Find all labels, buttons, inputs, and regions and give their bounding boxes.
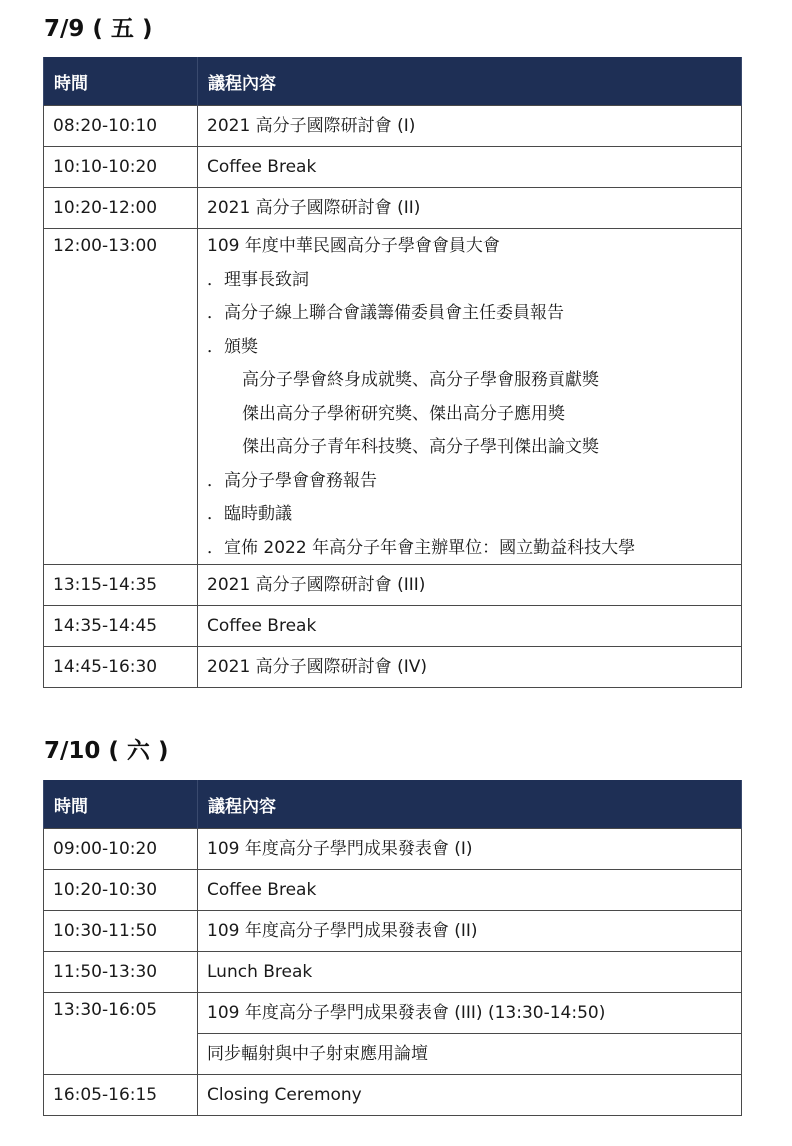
award-line: 傑出高分子青年科技獎、高分子學刊傑出論文獎 (242, 437, 599, 457)
time-column-header: 時間 (44, 57, 198, 106)
time-cell: 10:20-10:30 (44, 870, 198, 911)
time-cell: 10:30-11:50 (44, 911, 198, 952)
content-cell: 同步輻射與中子射束應用論壇 (198, 1034, 742, 1075)
content-cell: Coffee Break (198, 870, 742, 911)
content-cell: 2021 高分子國際研討會 (III) (198, 564, 742, 605)
day-title: 7/10 ( 六 ) (44, 738, 169, 764)
time-cell: 11:50-13:30 (44, 952, 198, 993)
content-cell: 2021 高分子國際研討會 (II) (198, 188, 742, 229)
table-row (44, 911, 742, 952)
table-row (44, 870, 742, 911)
time-cell: 10:10-10:20 (44, 147, 198, 188)
time-cell: 14:45-16:30 (44, 646, 198, 687)
general-assembly-title: 109 年度中華民國高分子學會會員大會 (207, 236, 500, 256)
agenda-table (43, 57, 742, 688)
time-cell: 16:05-16:15 (44, 1075, 198, 1116)
general-assembly-cell (198, 229, 742, 565)
table-row (44, 646, 742, 687)
content-column-header: 議程內容 (198, 780, 742, 829)
table-row-general-assembly (44, 229, 742, 565)
table-row (44, 829, 742, 870)
time-cell: 12:00-13:00 (44, 229, 198, 565)
time-column-header: 時間 (44, 780, 198, 829)
award-line: 傑出高分子學術研究獎、傑出高分子應用獎 (242, 403, 565, 424)
table-row (44, 147, 742, 188)
agenda-item: ．宣佈 2022 年高分子年會主辦單位：國立勤益科技大學 (207, 537, 636, 558)
time-cell: 13:15-14:35 (44, 564, 198, 605)
content-cell: Coffee Break (198, 147, 742, 188)
table-row (44, 605, 742, 646)
agenda-table (43, 780, 742, 1116)
award-line: 高分子學會終身成就獎、高分子學會服務貢獻獎 (242, 370, 599, 390)
time-cell: 14:35-14:45 (44, 605, 198, 646)
content-cell: Lunch Break (198, 952, 742, 993)
table-row (44, 952, 742, 993)
table-header-row (44, 780, 742, 829)
content-cell: 2021 高分子國際研討會 (IV) (198, 646, 742, 687)
table-header-row (44, 57, 742, 106)
time-cell: 08:20-10:10 (44, 106, 198, 147)
content-column-header: 議程內容 (198, 57, 742, 106)
content-cell: Closing Ceremony (198, 1075, 742, 1116)
content-cell: 109 年度高分子學門成果發表會 (I) (198, 829, 742, 870)
content-cell: 2021 高分子國際研討會 (I) (198, 106, 742, 147)
time-cell: 10:20-12:00 (44, 188, 198, 229)
agenda-item: ．頒獎 (207, 336, 258, 357)
content-cell: 109 年度高分子學門成果發表會 (II) (198, 911, 742, 952)
time-cell: 13:30-16:05 (44, 993, 198, 1075)
time-cell: 09:00-10:20 (44, 829, 198, 870)
table-row (44, 106, 742, 147)
table-row (44, 188, 742, 229)
agenda-item: ．臨時動議 (207, 504, 292, 524)
agenda-item: ．高分子線上聯合會議籌備委員會主任委員報告 (207, 303, 564, 323)
table-row (44, 993, 742, 1034)
table-row (44, 564, 742, 605)
content-cell: Coffee Break (198, 605, 742, 646)
agenda-item: ．高分子學會會務報告 (207, 470, 377, 491)
day-title: 7/9 ( 五 ) (44, 16, 153, 42)
content-cell: 109 年度高分子學門成果發表會 (III) (13:30-14:50) (198, 993, 742, 1034)
table-row (44, 1075, 742, 1116)
agenda-item: ．理事長致詞 (207, 269, 309, 290)
